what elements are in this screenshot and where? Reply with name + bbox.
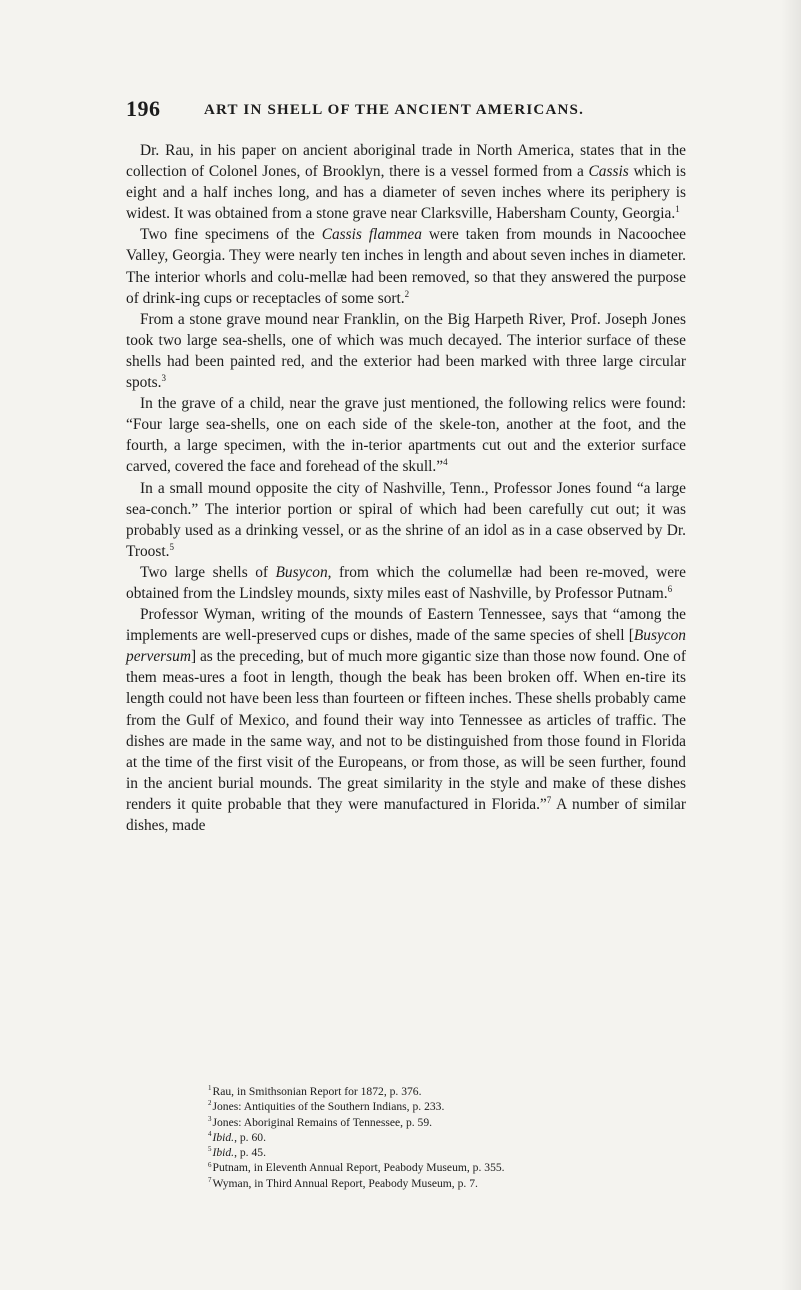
- footnote-ref: 6: [667, 583, 673, 594]
- footnote-ref: 4: [443, 457, 448, 468]
- paragraph-text: A number of similar dishes, made: [126, 795, 686, 834]
- footnote-number: 5: [208, 1145, 212, 1154]
- paragraph-text: ] as the preceding, but of much more gigantic size than those now found. One of them meas-ures a foot in length, though the beak has been broken off. When en-tire its length could not have been less than fourteen or fifteen inches. These shells probably came from the Gulf of Mexico, and found their way into Tennessee as articles of traffic. The dishes are made in the same way, and not to be distinguished from those found in Florida at the time of the first visit of the Europeans, or from those, as will be seen further, found in the ancient burial mounds. The great similarity in the style and make of these dishes renders it quite probable that they were manufactured in Florida.”: [126, 648, 687, 813]
- paragraph: [126, 224, 686, 308]
- footnote-text: Jones: Aboriginal Remains of Tennessee, p. 59.: [212, 1115, 433, 1129]
- footnote-number: 6: [208, 1160, 212, 1169]
- paragraph: [126, 393, 686, 477]
- footnote-ref: 1: [675, 204, 680, 215]
- paragraph-text: were taken from mounds in Nacoochee Valley, Georgia. They were nearly ten inches in length and about seven inches in diameter. The interior whorls and colu-mellæ had been removed, so that they answered the purpose of drink-ing cups or receptacles of some sort.: [126, 226, 686, 307]
- footnote: [208, 1145, 678, 1160]
- page-header: [126, 96, 686, 128]
- footnote: [208, 1130, 678, 1145]
- footnote-ref: 7: [546, 794, 552, 805]
- footnote: [208, 1160, 678, 1175]
- paragraph-text: Two large shells of: [140, 563, 276, 581]
- running-title: ART IN SHELL OF THE ANCIENT AMERICANS.: [204, 102, 585, 118]
- paragraph-text: In a small mound opposite the city of Nashville, Tenn., Professor Jones found “a large sea-conch.” The interior portion or spiral of which had been carefully cut out; it was probably used as a drinking vessel, or as the shrine of an idol as in a case observed by Dr. Troost.: [126, 479, 686, 560]
- footnote-ref: 5: [169, 541, 174, 552]
- paragraph: [126, 604, 686, 836]
- footnote-number: 4: [208, 1130, 212, 1139]
- paragraph-text: Professor Wyman, writing of the mounds of Eastern Tennessee, says that “among the implements are well-preserved cups or dishes, made of the same species of shell [: [126, 606, 686, 645]
- footnote-text: Rau, in Smithsonian Report for 1872, p. 376.: [212, 1085, 422, 1098]
- paragraph-text: From a stone grave mound near Franklin, on the Big Harpeth River, Prof. Joseph Jones took two large sea-shells, one of which was much decayed. The interior surface of these shells had been painted red, and the exterior had been marked with three large circular spots.: [126, 310, 686, 392]
- paragraph-text: Two fine specimens of the: [140, 226, 322, 244]
- footnote-text: , p. 60.: [234, 1130, 266, 1144]
- footnotes: [208, 1084, 678, 1191]
- paragraph-text: which is eight and a half inches long, and has a diameter of seven inches where its periphery is widest. It was obtained from a stone grave near Clarksville, Habersham County, Georgia.: [126, 163, 686, 223]
- footnote-text: Jones: Antiquities of the Southern Indians, p. 233.: [212, 1100, 445, 1114]
- body-text: [126, 140, 686, 836]
- paragraph: [126, 309, 686, 393]
- page-number: 196: [126, 96, 161, 121]
- footnote-ibid: Ibid.: [212, 1130, 235, 1144]
- paragraph-text: In the grave of a child, near the grave just mentioned, the following relics were found: “Four large sea-shells, one on each side of the skele-ton, another at the foot, and the fourth, a large specimen, with the in-terior apartments cut out and the exterior surface carved, covered the face and forehead of the skull.”: [126, 395, 686, 476]
- italic-term: Cassis flammea: [321, 226, 422, 244]
- italic-term: Busycon perversum: [126, 627, 686, 666]
- italic-term: Cassis: [588, 163, 629, 181]
- footnote-ibid: Ibid.: [212, 1146, 235, 1160]
- footnote: [208, 1084, 678, 1099]
- footnote-text: Wyman, in Third Annual Report, Peabody Museum, p. 7.: [212, 1176, 478, 1190]
- footnote: [208, 1176, 678, 1191]
- paragraph: [126, 478, 686, 562]
- footnote-number: 3: [208, 1114, 212, 1123]
- paragraph: [126, 562, 686, 604]
- footnote-ref: 3: [161, 372, 166, 383]
- footnote-number: 1: [208, 1084, 212, 1093]
- footnote-ref: 2: [404, 288, 410, 299]
- footnote: [208, 1099, 678, 1114]
- footnote-text: , p. 45.: [234, 1146, 266, 1160]
- footnote-number: 2: [208, 1099, 212, 1108]
- paragraph: [126, 140, 686, 224]
- paragraph-text: , from which the columellæ had been re-moved, were obtained from the Lindsley mounds, sixty miles east of Nashville, by Professor Putnam.: [126, 563, 686, 602]
- footnote: [208, 1115, 678, 1130]
- footnote-text: Putnam, in Eleventh Annual Report, Peabody Museum, p. 355.: [212, 1161, 505, 1175]
- paragraph-text: Dr. Rau, in his paper on ancient aboriginal trade in North America, states that in the collection of Colonel Jones, of Brooklyn, there is a vessel formed from a: [126, 142, 686, 181]
- page-edge-shadow: [781, 0, 801, 1290]
- footnote-number: 7: [208, 1175, 212, 1184]
- italic-term: Busycon: [275, 563, 328, 581]
